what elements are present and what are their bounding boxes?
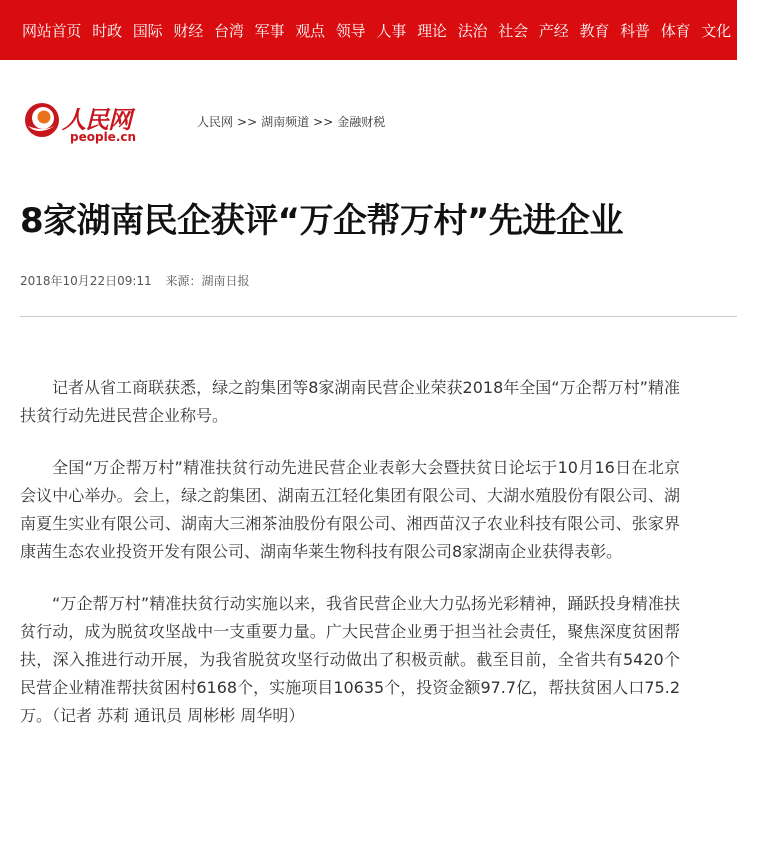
breadcrumb-separator: >> [313,115,334,129]
nav-item-theory[interactable]: 理论 [417,21,447,40]
top-nav [0,0,772,60]
breadcrumb-item-hunan[interactable]: 湖南频道 [261,115,310,129]
article-paragraph: “万企帮万村”精准扶贫行动实施以来，我省民营企业大力弘扬光彩精神，踊跃投身精准扶贫行动，成为脱贫攻坚战中一支重要力量。广大民营企业勇于担当社会责任，聚焦深度贫困帮扶，深入推进行动开展，为我省脱贫攻坚行动做出了积极贡献。截至目前，全省共有5420个民营企业精准帮扶贫困村6168个，实施项目10635个，投资金额97.7亿，帮扶贫困人口75.2万。（记者 苏莉 通讯员 周彬彬 周华明） [20,594,680,725]
nav-item-painting[interactable]: 书画 [741,21,772,40]
article-body [20,374,680,754]
breadcrumb-item-people[interactable]: 人民网 [197,115,234,129]
nav-item-culture[interactable]: 文化 [701,21,731,40]
article-source: 来源：湖南日报 [165,274,250,288]
nav-item-finance[interactable]: 财经 [173,21,204,40]
nav-item-leaders[interactable]: 领导 [335,21,366,40]
nav-item-politics[interactable]: 时政 [92,21,122,40]
breadcrumb [197,113,385,130]
logo-text-en: people.cn [70,130,137,144]
nav-item-science[interactable]: 科普 [620,21,650,40]
nav-item-military[interactable]: 军事 [254,21,285,40]
nav-item-law[interactable]: 法治 [457,21,488,40]
article-paragraph: 记者从省工商联获悉，绿之韵集团等8家湖南民营企业荣获2018年全国“万企帮万村”精准扶贫行动先进民营企业称号。 [20,378,680,425]
logo-emblem-icon [22,100,62,140]
site-header [0,60,737,170]
article-datetime: 2018年10月22日09:11 [20,274,152,288]
nav-item-industry[interactable]: 产经 [538,21,569,40]
nav-item-opinion[interactable]: 观点 [295,21,325,40]
nav-item-society[interactable]: 社会 [498,21,528,40]
nav-item-sports[interactable]: 体育 [660,21,691,40]
breadcrumb-separator: >> [237,115,258,129]
title-divider [20,316,737,317]
logo-text-cn: 人民网 [62,105,131,134]
people-logo[interactable] [22,100,142,148]
breadcrumb-item-finance[interactable]: 金融财税 [337,115,386,129]
nav-item-education[interactable]: 教育 [579,21,610,40]
article-paragraph: 全国“万企帮万村”精准扶贫行动先进民营企业表彰大会暨扶贫日论坛于10月16日在北京会议中心举办。会上，绿之韵集团、湖南五江轻化集团有限公司、大湖水殖股份有限公司、湖南夏生实业有限公司、湖南大三湘茶油股份有限公司、湘西苗汉子农业科技有限公司、张家界康茜生态农业投资开发有限公司、湖南华莱生物科技有限公司8家湖南企业获得表彰。 [20,458,680,561]
article-title: 8家湖南民企获评“万企帮万村”先进企业 [20,201,623,241]
nav-item-taiwan[interactable]: 台湾 [214,21,244,40]
article-meta [20,272,250,289]
nav-item-international[interactable]: 国际 [132,21,163,40]
nav-item-home[interactable]: 网站首页 [22,21,82,40]
nav-item-personnel[interactable]: 人事 [376,21,407,40]
